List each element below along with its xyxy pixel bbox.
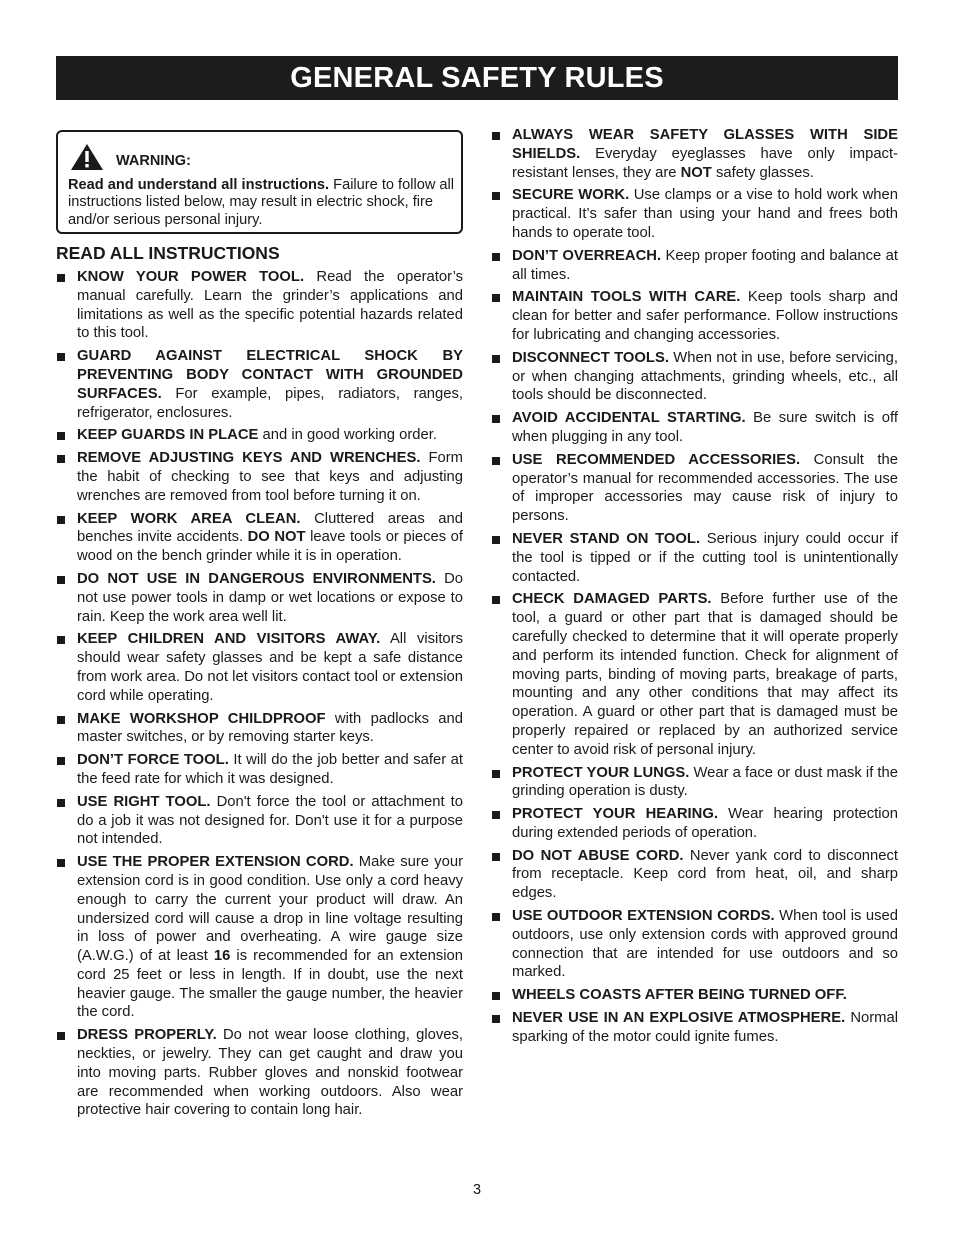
square-bullet-icon [57, 576, 65, 584]
rule-text: When not in use, before servicing, or when changing attachments, grinding wheels, etc., all tools should be disconnected. [512, 349, 898, 404]
rule-text: Wear hearing protection during extended periods of operation. [512, 806, 899, 841]
section-heading: READ ALL INSTRUCTIONS [56, 243, 280, 263]
square-bullet-icon [57, 516, 65, 524]
rule-item [491, 247, 898, 285]
rule-text: Wear a face or dust mask if the grinding operation is dusty. [512, 764, 898, 800]
rule-lead: KEEP CHILDREN AND VISITORS AWAY. [77, 631, 381, 648]
square-bullet-icon [492, 355, 500, 363]
rule-lead: DO NOT ABUSE CORD. [512, 847, 684, 864]
rule-text: Do not use power tools in damp or wet locations or expose to rain. Keep the work area well lit. [77, 570, 463, 625]
rule-text: Never yank cord to disconnect from receptacle. Keep cord from heat, oil, and sharp edges. [512, 847, 898, 902]
rule-item [56, 268, 463, 343]
rule-text: Before further use of the tool, a guard or other part that is damaged should be carefully checked to determine that it will operate properly and perform its intended function. Check for alignment of moving parts, binding of moving parts, breakage of parts, mounting and any other conditions that may affect its operation. A guard or other part that is damaged must be properly repaired or replaced by an authorized service center to avoid risk of personal injury. [512, 591, 899, 758]
rule-text: Do not wear loose clothing, gloves, neckties, or jewelry. They can get caught and draw you into moving parts. Rubber gloves and nonskid footwear are recommended when working outdoors. Also wear protective hair covering to contain long hair. [77, 1027, 463, 1119]
warning-header [70, 142, 191, 172]
rule-lead: USE RECOMMENDED ACCESSORIES. [512, 451, 801, 468]
square-bullet-icon [492, 132, 500, 140]
square-bullet-icon [57, 716, 65, 724]
square-bullet-icon [57, 636, 65, 644]
rule-item [491, 907, 898, 982]
rule-item [491, 764, 898, 802]
rule-item [56, 710, 463, 748]
rule-item [56, 751, 463, 789]
rule-lead: DON’T OVERREACH. [512, 247, 662, 264]
square-bullet-icon [57, 455, 65, 463]
square-bullet-icon [492, 253, 500, 261]
warning-box [56, 130, 463, 234]
square-bullet-icon [492, 770, 500, 778]
rule-text: Consult the operator’s manual for recommended accessories. The use of improper accessories may cause risk of injury to persons. [512, 451, 898, 525]
rule-item [56, 570, 463, 626]
rule-item [56, 426, 463, 445]
rule-lead: KEEP GUARDS IN PLACE [77, 427, 259, 444]
left-rules-list [56, 268, 463, 1124]
square-bullet-icon [492, 1015, 500, 1023]
rule-item [491, 451, 898, 526]
warning-title: WARNING: [116, 153, 191, 169]
rule-lead: DO NOT USE IN DANGEROUS ENVIRONMENTS. [77, 570, 436, 587]
warning-lead: Read and understand all instructions. [68, 177, 330, 193]
rule-text: Use clamps or a vise to hold work when practical. It’s safer than using your hand and frees both hands to operate tool. [512, 187, 898, 241]
rule-text: Don't force the tool or attachment to do a job it was not designed for. Don't use it for a purpose not intended. [77, 793, 463, 848]
square-bullet-icon [492, 811, 500, 819]
rule-item [491, 847, 898, 903]
rule-lead: KNOW YOUR POWER TOOL. [77, 269, 305, 285]
rule-text: For example, pipes, radiators, ranges, refrigerator, enclosures. [77, 385, 463, 421]
square-bullet-icon [492, 415, 500, 423]
warning-text [68, 177, 456, 229]
square-bullet-icon [492, 596, 500, 604]
square-bullet-icon [57, 353, 65, 361]
rule-lead: DON’T FORCE TOOL. [77, 752, 229, 769]
square-bullet-icon [492, 192, 500, 200]
rule-item [56, 853, 463, 1022]
rule-text: When tool is used outdoors, use only extension cords with approved ground connection that are intended for use outdoors and so marked. [512, 908, 898, 981]
square-bullet-icon [492, 294, 500, 302]
rule-item [491, 409, 898, 447]
rule-item [491, 530, 898, 586]
rule-lead: WHEELS COASTS AFTER BEING TURNED OFF. [512, 987, 847, 1004]
rule-text: and in good working order. [258, 427, 437, 444]
rule-lead: MAKE WORKSHOP CHILDPROOF [77, 710, 326, 727]
rule-item [56, 1026, 463, 1120]
rule-item [491, 126, 898, 182]
page-number: 3 [472, 1182, 482, 1198]
rule-lead: AVOID ACCIDENTAL STARTING. [512, 410, 746, 427]
rule-lead: NEVER USE IN AN EXPLOSIVE ATMOSPHERE. [512, 1010, 846, 1027]
rule-emphasis: NOT [680, 164, 712, 181]
rule-text: with padlocks and master switches, or by removing starter keys. [77, 710, 463, 746]
rule-lead: USE RIGHT TOOL. [77, 793, 211, 810]
rule-text: Form the habit of checking to see that keys and adjusting wrenches are removed from tool before turning it on. [77, 450, 463, 504]
rule-item [491, 349, 898, 405]
square-bullet-icon [492, 536, 500, 544]
warning-body: Failure to follow all instructions listed below, may result in electric shock, fire and/or serious personal injury. [68, 177, 455, 228]
rule-item [491, 1009, 898, 1047]
rule-lead: GUARD AGAINST ELECTRICAL SHOCK BY PREVENTING BODY CONTACT WITH GROUNDED SURFACES. [77, 348, 463, 402]
rule-lead: ALWAYS WEAR SAFETY GLASSES WITH SIDE SHIELDS. [512, 127, 898, 162]
square-bullet-icon [57, 799, 65, 807]
square-bullet-icon [57, 757, 65, 765]
rule-text-continued: safety glasses. [711, 164, 814, 181]
rule-item [56, 449, 463, 505]
right-rules-list [491, 126, 898, 1051]
rule-text: Everyday eyeglasses have only impact-resistant lenses, they are [512, 145, 898, 181]
rule-item [56, 630, 463, 705]
rule-lead: PROTECT YOUR LUNGS. [512, 764, 690, 781]
square-bullet-icon [492, 457, 500, 465]
rule-text: All visitors should wear safety glasses and be kept a safe distance from work area. Do not let visitors contact tool or extension cord while operating. [77, 631, 463, 704]
square-bullet-icon [492, 992, 500, 1000]
rule-item [491, 186, 898, 242]
rule-text-continued: leave tools or pieces of wood on the bench grinder while it is in operation. [77, 529, 463, 565]
rule-lead: PROTECT YOUR HEARING. [512, 806, 718, 823]
rule-item [56, 510, 463, 566]
rule-text: Normal sparking of the motor could ignite fumes. [512, 1010, 899, 1045]
square-bullet-icon [57, 1032, 65, 1040]
rule-text: It will do the job better and safer at the feed rate for which it was designed. [77, 752, 463, 787]
rule-item [56, 347, 463, 422]
rule-emphasis: 16 [213, 948, 231, 965]
rule-item [491, 805, 898, 843]
rule-lead: KEEP WORK AREA CLEAN. [77, 510, 301, 527]
rule-text: Be sure switch is off when plugging in any tool. [512, 410, 898, 445]
rule-text: Cluttered areas and benches invite accidents. [77, 510, 463, 546]
rule-item [491, 590, 898, 759]
rule-lead: MAINTAIN TOOLS WITH CARE. [512, 289, 741, 306]
warning-triangle-icon [70, 143, 104, 171]
rule-item [491, 986, 898, 1005]
rule-text-continued: is recommended for an extension cord 25 feet or less in length. If in doubt, use the next heavier gauge. The smaller the gauge number, the heavier the cord. [77, 948, 463, 1021]
rule-lead: DRESS PROPERLY. [77, 1027, 217, 1044]
rule-text: Keep tools sharp and clean for better and safer performance. Follow instructions for lubricating and changing accessories. [512, 289, 898, 343]
rule-lead: USE OUTDOOR EXTENSION CORDS. [512, 908, 775, 925]
square-bullet-icon [57, 432, 65, 440]
rule-text: Read the operator’s manual carefully. Learn the grinder’s applications and limitations as well as the specific potential hazards related to this tool. [77, 269, 463, 342]
rule-text: Serious injury could occur if the tool is tipped or if the cutting tool is unintentionally contacted. [512, 530, 898, 585]
square-bullet-icon [57, 274, 65, 282]
rule-lead: REMOVE ADJUSTING KEYS AND WRENCHES. [77, 450, 421, 467]
square-bullet-icon [492, 853, 500, 861]
page-title-banner: GENERAL SAFETY RULES [56, 56, 898, 100]
square-bullet-icon [492, 913, 500, 921]
rule-lead: USE THE PROPER EXTENSION CORD. [77, 854, 354, 871]
rule-text: Make sure your extension cord is in good condition. Use only a cord heavy enough to carry the current your product will draw. An undersized cord will cause a drop in line voltage resulting in loss of power and overheating. A wire gauge size (A.W.G.) of at least [77, 854, 463, 965]
rule-lead: CHECK DAMAGED PARTS. [512, 591, 712, 608]
rule-text: Keep proper footing and balance at all times. [512, 247, 898, 283]
rule-lead: SECURE WORK. [512, 187, 630, 204]
rule-emphasis: DO NOT [247, 529, 306, 546]
rule-lead: NEVER STAND ON TOOL. [512, 530, 701, 547]
rule-item [56, 793, 463, 849]
rule-lead: DISCONNECT TOOLS. [512, 349, 669, 366]
rule-item [491, 288, 898, 344]
square-bullet-icon [57, 859, 65, 867]
